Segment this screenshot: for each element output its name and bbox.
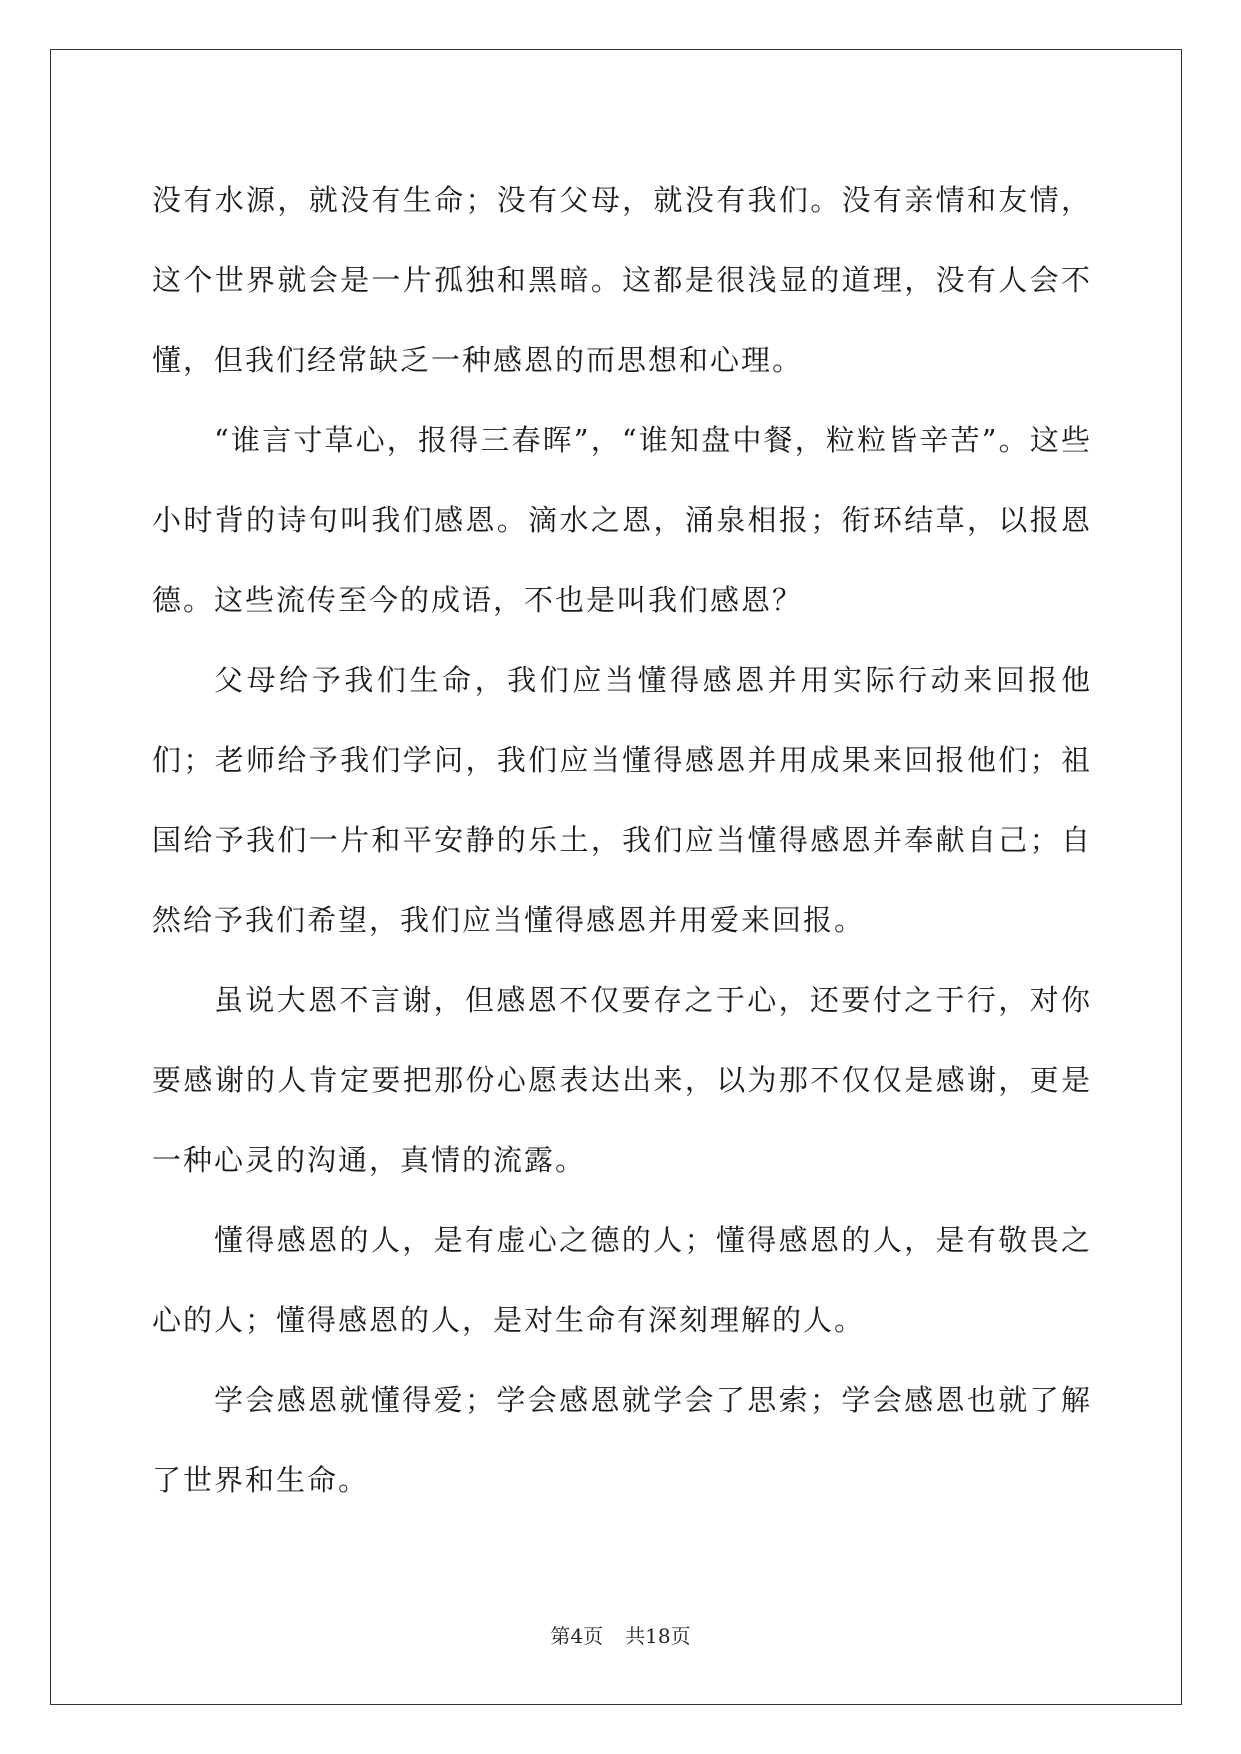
page-total: 共18页 [625, 1624, 691, 1648]
paragraph-2: “谁言寸草心，报得三春晖”，“谁知盘中餐，粒粒皆辛苦”。这些小时背的诗句叫我们感恩。滴水之恩，涌泉相报；衔环结草，以报恩德。这些流传至今的成语，不也是叫我们感恩？ [152, 423, 1092, 617]
paragraph-1: 没有水源，就没有生命；没有父母，就没有我们。没有亲情和友情，这个世界就会是一片孤独和黑暗。这都是很浅显的道理，没有人会不懂，但我们经常缺乏一种感恩的而思想和心理。 [152, 183, 1092, 377]
paragraph-4: 虽说大恩不言谢，但感恩不仅要存之于心，还要付之于行，对你要感谢的人肯定要把那份心愿表达出来，以为那不仅仅是感谢，更是一种心灵的沟通，真情的流露。 [152, 983, 1092, 1177]
paragraph-6: 学会感恩就懂得爱；学会感恩就学会了思索；学会感恩也就了解了世界和生命。 [152, 1383, 1092, 1497]
paragraph-3: 父母给予我们生命，我们应当懂得感恩并用实际行动来回报他们；老师给予我们学问，我们应当懂得感恩并用成果来回报他们；祖国给予我们一片和平安静的乐土，我们应当懂得感恩并奉献自己；自然给予我们希望，我们应当懂得感恩并用爱来回报。 [152, 663, 1092, 937]
document-body [152, 160, 1092, 1520]
page-footer [0, 1620, 1241, 1649]
page-number: 第4页 [550, 1624, 604, 1648]
paragraph-5: 懂得感恩的人，是有虚心之德的人；懂得感恩的人，是有敬畏之心的人；懂得感恩的人，是对生命有深刻理解的人。 [152, 1223, 1092, 1337]
